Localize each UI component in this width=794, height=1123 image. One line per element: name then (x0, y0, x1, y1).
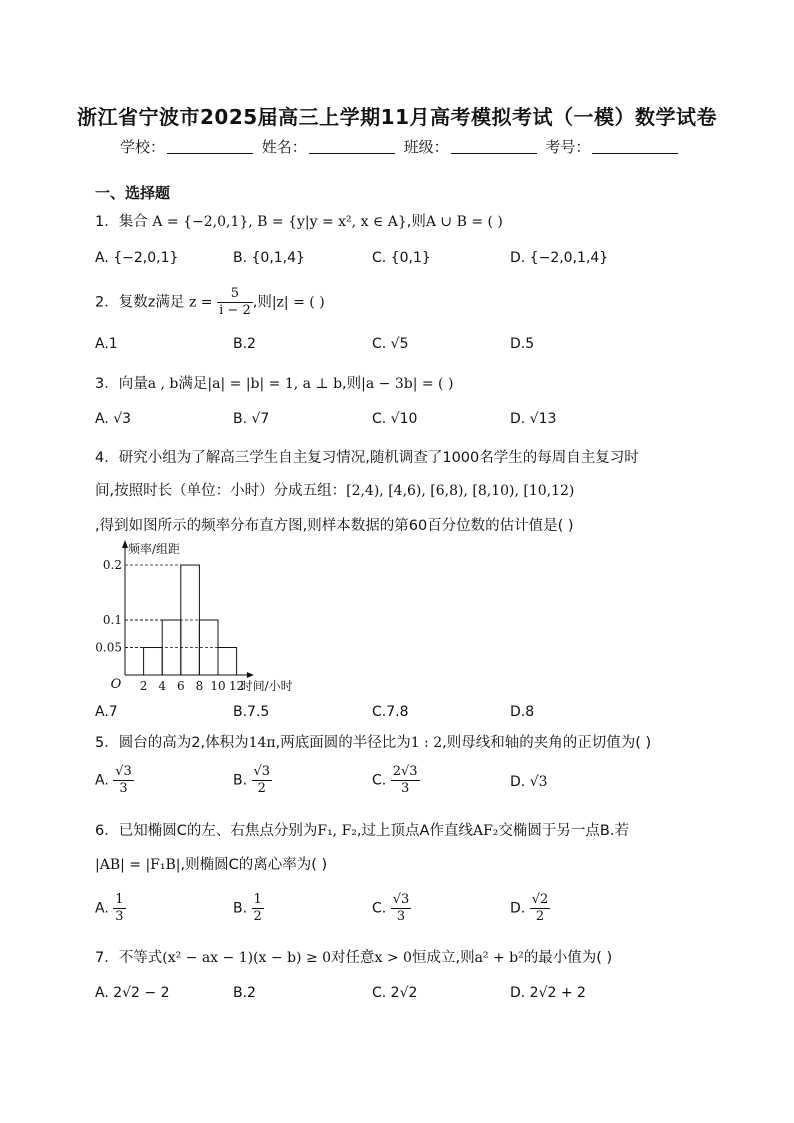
fraction (530, 892, 551, 925)
stem-math: |a − 3b| = ( ) (361, 376, 454, 392)
y-tick-label: 0.05 (95, 640, 122, 655)
stem-text: 对任意 (331, 950, 375, 966)
school-label: 学校： (120, 138, 166, 156)
option-c[interactable]: C.7.8 (372, 704, 409, 720)
stem-text: ,则母线和轴的夹角的正切值为( ) (442, 735, 652, 751)
origin-label: O (110, 677, 122, 692)
stem-math: a , b (147, 376, 179, 392)
option-d[interactable]: D.8 (510, 704, 535, 720)
fraction-numerator: √2 (531, 892, 549, 907)
x-axis-label: 时间/小时 (240, 679, 293, 693)
stem-text: 交椭圆于另一点B.若 (498, 823, 629, 839)
option-b[interactable]: B. √7 (233, 411, 270, 427)
option-d[interactable] (510, 892, 550, 925)
option-a[interactable]: A. 2√2 − 2 (95, 985, 170, 1001)
question-3 (95, 372, 453, 393)
fraction (252, 892, 264, 925)
question-number: 1． (95, 214, 119, 230)
stem-math: x > 0 (374, 950, 412, 966)
frequency-histogram (90, 538, 330, 698)
fraction-denominator: i − 2 (219, 303, 251, 318)
stem-math: [2,4), [4,6), [6,8), [8,10), [10,12) (346, 483, 575, 499)
x-tick-label: 10 (210, 679, 226, 693)
stem-math: AF₂ (472, 823, 499, 839)
stem-text: 满足 (178, 376, 208, 392)
stem-text: 已知椭圆C的左、右焦点分别为 (118, 823, 318, 839)
question-number: 5． (95, 735, 119, 751)
stem-text: ,则 (252, 294, 272, 311)
fraction-numerator: 2√3 (392, 764, 418, 779)
question-6-line-2 (95, 853, 327, 874)
option-c[interactable]: C. √10 (372, 411, 418, 427)
option-a[interactable]: A.1 (95, 336, 118, 352)
class-label: 班级： (403, 138, 449, 156)
question-4-line-1 (95, 446, 639, 467)
fraction-numerator: 5 (217, 286, 253, 303)
student-info-line (120, 136, 682, 157)
fraction-numerator: √3 (253, 764, 271, 779)
option-c[interactable]: C. √5 (372, 336, 409, 352)
fraction-denominator: 2 (535, 909, 545, 924)
fraction-denominator: 2 (253, 909, 262, 924)
option-c[interactable]: C. {0,1} (372, 250, 431, 266)
stem-text: ,则 (406, 214, 426, 230)
fraction-numerator: 1 (115, 892, 124, 907)
question-4-line-2 (95, 479, 574, 500)
stem-text: ,则椭圆C的离心率为( ) (180, 857, 328, 873)
stem-text: 复数z满足 (118, 294, 185, 311)
page-title: 浙江省宁波市2025届高三上学期11月高考模拟考试（一模）数学试卷 (77, 105, 717, 129)
fraction-denominator: 2 (257, 781, 266, 796)
stem-text: 的最小值为( ) (523, 950, 613, 966)
y-tick-label: 0.2 (102, 558, 122, 573)
stem-math: (x² − ax − 1)(x − b) ≥ 0 (162, 950, 332, 966)
fraction-numerator: √3 (392, 892, 410, 907)
option-a[interactable] (95, 764, 134, 797)
fraction (113, 892, 125, 925)
stem-math: a² + b² (474, 950, 524, 966)
option-label: A. (95, 900, 109, 917)
option-d[interactable]: D. √13 (510, 411, 557, 427)
stem-math: F₁, F₂ (317, 823, 357, 839)
stem-math: z = (188, 294, 213, 311)
question-number: 3． (95, 376, 119, 392)
option-label: D. (510, 900, 526, 917)
fraction (113, 764, 134, 797)
question-2 (95, 286, 325, 319)
fraction (391, 764, 420, 797)
option-a[interactable]: A.7 (95, 704, 118, 720)
stem-math: A ∪ B = ( ) (425, 214, 503, 230)
stem-math: A = {−2,0,1} (152, 214, 249, 230)
name-label: 姓名： (261, 138, 307, 156)
option-label: C. (372, 772, 387, 789)
option-d[interactable]: D.5 (510, 336, 535, 352)
option-c[interactable] (372, 764, 420, 797)
option-label: B. (233, 900, 248, 917)
fraction-numerator: √3 (115, 764, 132, 779)
fraction (391, 892, 412, 925)
stem-text: 向量 (118, 376, 148, 392)
question-6-line-1 (95, 819, 629, 840)
option-c[interactable] (372, 892, 411, 925)
option-label: B. (233, 772, 248, 789)
fraction-numerator: 1 (253, 892, 262, 907)
histogram-bar (144, 648, 163, 675)
stem-math: 14π (248, 735, 276, 751)
option-label: D. (510, 774, 526, 790)
question-5 (95, 731, 651, 752)
school-blank[interactable] (167, 139, 253, 154)
question-number: 6． (95, 823, 119, 839)
question-number: 2． (95, 294, 119, 311)
stem-math: |a| = |b| = 1, a ⊥ b (207, 376, 343, 392)
option-b[interactable]: B.2 (233, 985, 256, 1001)
question-number: 4． (95, 450, 119, 466)
stem-text: 恒成立,则 (411, 950, 475, 966)
option-a[interactable]: A. √3 (95, 411, 132, 427)
option-d[interactable]: D. {−2,0,1,4} (510, 250, 609, 266)
option-b[interactable]: B. {0,1,4} (233, 250, 305, 266)
x-tick-label: 2 (139, 679, 148, 693)
question-number: 7． (95, 950, 119, 966)
option-b[interactable] (233, 764, 272, 797)
option-value: √3 (529, 774, 548, 790)
y-tick-label: 0.1 (102, 613, 122, 628)
y-axis-label: 频率/组距 (128, 542, 181, 556)
stem-text: 不等式 (118, 950, 163, 966)
option-a[interactable]: A. {−2,0,1} (95, 250, 179, 266)
option-b[interactable]: B.7.5 (233, 704, 270, 720)
option-b[interactable]: B.2 (233, 336, 256, 352)
option-label: C. (372, 900, 387, 917)
class-blank[interactable] (451, 139, 537, 154)
stem-math: 1 : 2 (410, 735, 443, 751)
stem-math: |AB| = |F₁B| (95, 857, 181, 873)
x-tick-label: 8 (195, 679, 204, 693)
stem-text: ,两底面圆的半径比为 (275, 735, 411, 751)
option-d[interactable]: D. 2√2 + 2 (510, 985, 586, 1001)
option-c[interactable]: C. 2√2 (372, 985, 418, 1001)
fraction (252, 764, 273, 797)
fraction-denominator: 3 (400, 781, 410, 796)
x-tick-label: 12 (228, 679, 245, 693)
stem-text: ,过上顶点A作直线 (356, 823, 473, 839)
option-a[interactable] (95, 892, 126, 925)
stem-text: ,则 (342, 376, 362, 392)
section-heading: 一、选择题 (95, 184, 171, 202)
number-blank[interactable] (592, 139, 678, 154)
stem-text: 圆台的高为2,体积为 (118, 735, 249, 751)
stem-text: 研究小组为了解高三学生自主复习情况,随机调查了1000名学生的每周自主复习时 (118, 450, 639, 466)
fraction-denominator: 3 (119, 781, 128, 796)
stem-text: 集合 (118, 214, 148, 230)
number-label: 考号： (545, 138, 591, 156)
option-b[interactable] (233, 892, 264, 925)
name-blank[interactable] (309, 139, 395, 154)
x-axis-arrow (247, 672, 254, 678)
option-label: A. (95, 772, 109, 789)
stem-text: 间,按照时长（单位：小时）分成五组： (95, 483, 347, 499)
fraction-denominator: 3 (396, 909, 406, 924)
question-1 (95, 210, 503, 231)
question-4-line-3: ,得到如图所示的频率分布直方图,则样本数据的第60百分位数的估计值是( ) (95, 518, 574, 534)
question-7 (95, 946, 612, 967)
stem-math: |z| = ( ) (271, 294, 325, 311)
option-d[interactable] (510, 774, 548, 790)
fraction (217, 286, 253, 319)
fraction-denominator: 3 (115, 909, 124, 924)
x-tick-label: 4 (158, 679, 167, 693)
histogram-bar (218, 648, 237, 675)
stem-math: , B = {y|y = x², x ∈ A} (248, 214, 407, 230)
x-tick-label: 6 (176, 679, 185, 693)
